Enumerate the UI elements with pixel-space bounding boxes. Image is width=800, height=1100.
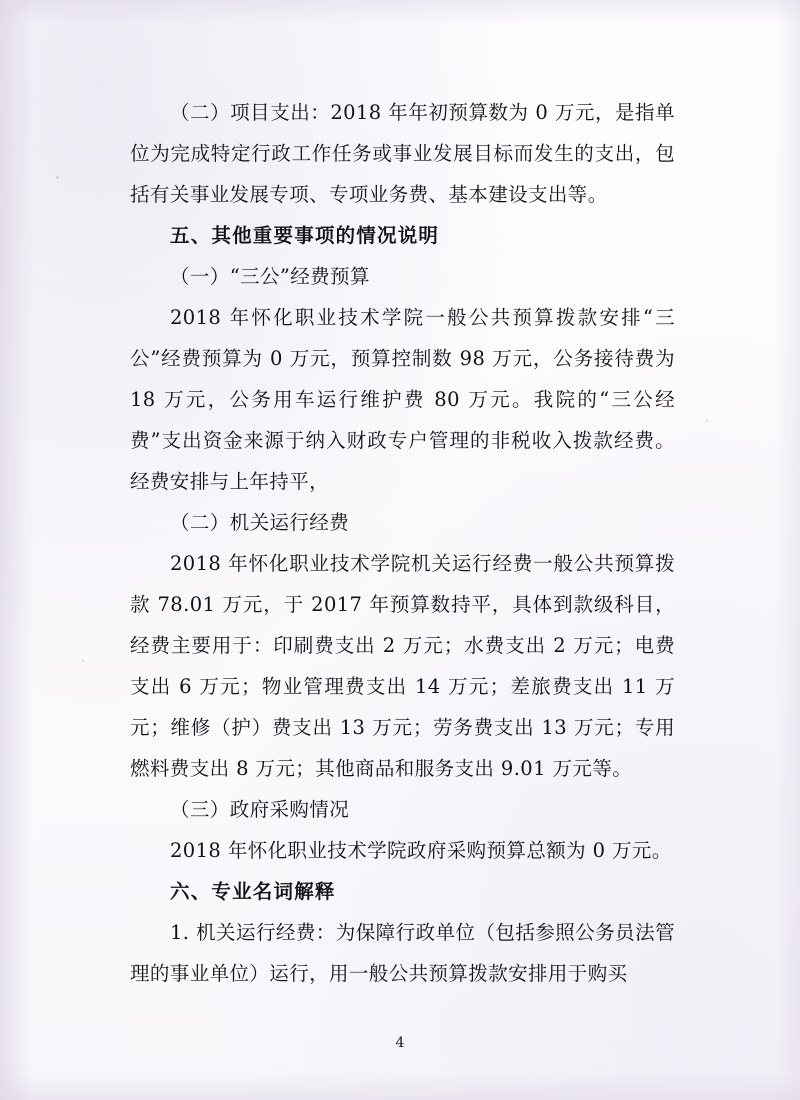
- heading-sangong-budget: （一）“三公”经费预算: [170, 265, 370, 288]
- scan-edge-shadow-top: [0, 0, 800, 26]
- scan-speck: [706, 420, 708, 422]
- scan-speck: [82, 660, 84, 662]
- scan-speck: [56, 176, 59, 179]
- heading-government-procurement: （三）政府采购情况: [170, 798, 350, 821]
- heading-section-six: 六、专业名词解释: [170, 880, 336, 903]
- paragraph-project-expenditure: （二）项目支出：2018 年年初预算数为 0 万元，是指单位为完成特定行政工作任务或事业发展目标而发生的支出，包括有关事业发展专项、专项业务费、基本建设支出等。: [130, 101, 675, 206]
- paragraph-term-agency-operating: 1. 机关运行经费：为保障行政单位（包括参照公务员法管理的事业单位）运行，用一般公共预算拨款安排用于购买: [130, 921, 675, 985]
- scan-edge-shadow-bottom: [0, 1070, 800, 1100]
- heading-section-five: 五、其他重要事项的情况说明: [170, 224, 440, 247]
- scan-edge-shadow-left: [0, 0, 34, 1100]
- scan-edge-shadow-right: [774, 0, 800, 1100]
- heading-agency-operating: （二）机关运行经费: [170, 511, 350, 534]
- paragraph-government-procurement: 2018 年怀化职业技术学院政府采购预算总额为 0 万元。: [170, 839, 672, 862]
- paragraph-agency-operating: 2018 年怀化职业技术学院机关运行经费一般公共预算拨款 78.01 万元，于 2017 年预算数持平，具体到款级科目，经费主要用于：印刷费支出 2 万元；水费支出 2 万元；电费支出 6 万元；物业管理费支出 14 万元；差旅费支出 11 万元；维修（护）费支出 13 万元；劳务费支出 13 万元；专用燃料费支出 8 万元；其他商品和服务支出 9.01 万元等。: [130, 552, 675, 780]
- paragraph-sangong-budget: 2018 年怀化职业技术学院一般公共预算拨款安排“三公”经费预算为 0 万元，预算控制数 98 万元，公务接待费为 18 万元，公务用车运行维护费 80 万元。我院的“三公经费”支出资金来源于纳入财政专户管理的非税收入拨款经费。经费安排与上年持平，: [130, 306, 675, 493]
- page-number: 4: [395, 1035, 405, 1051]
- document-body: [130, 92, 675, 994]
